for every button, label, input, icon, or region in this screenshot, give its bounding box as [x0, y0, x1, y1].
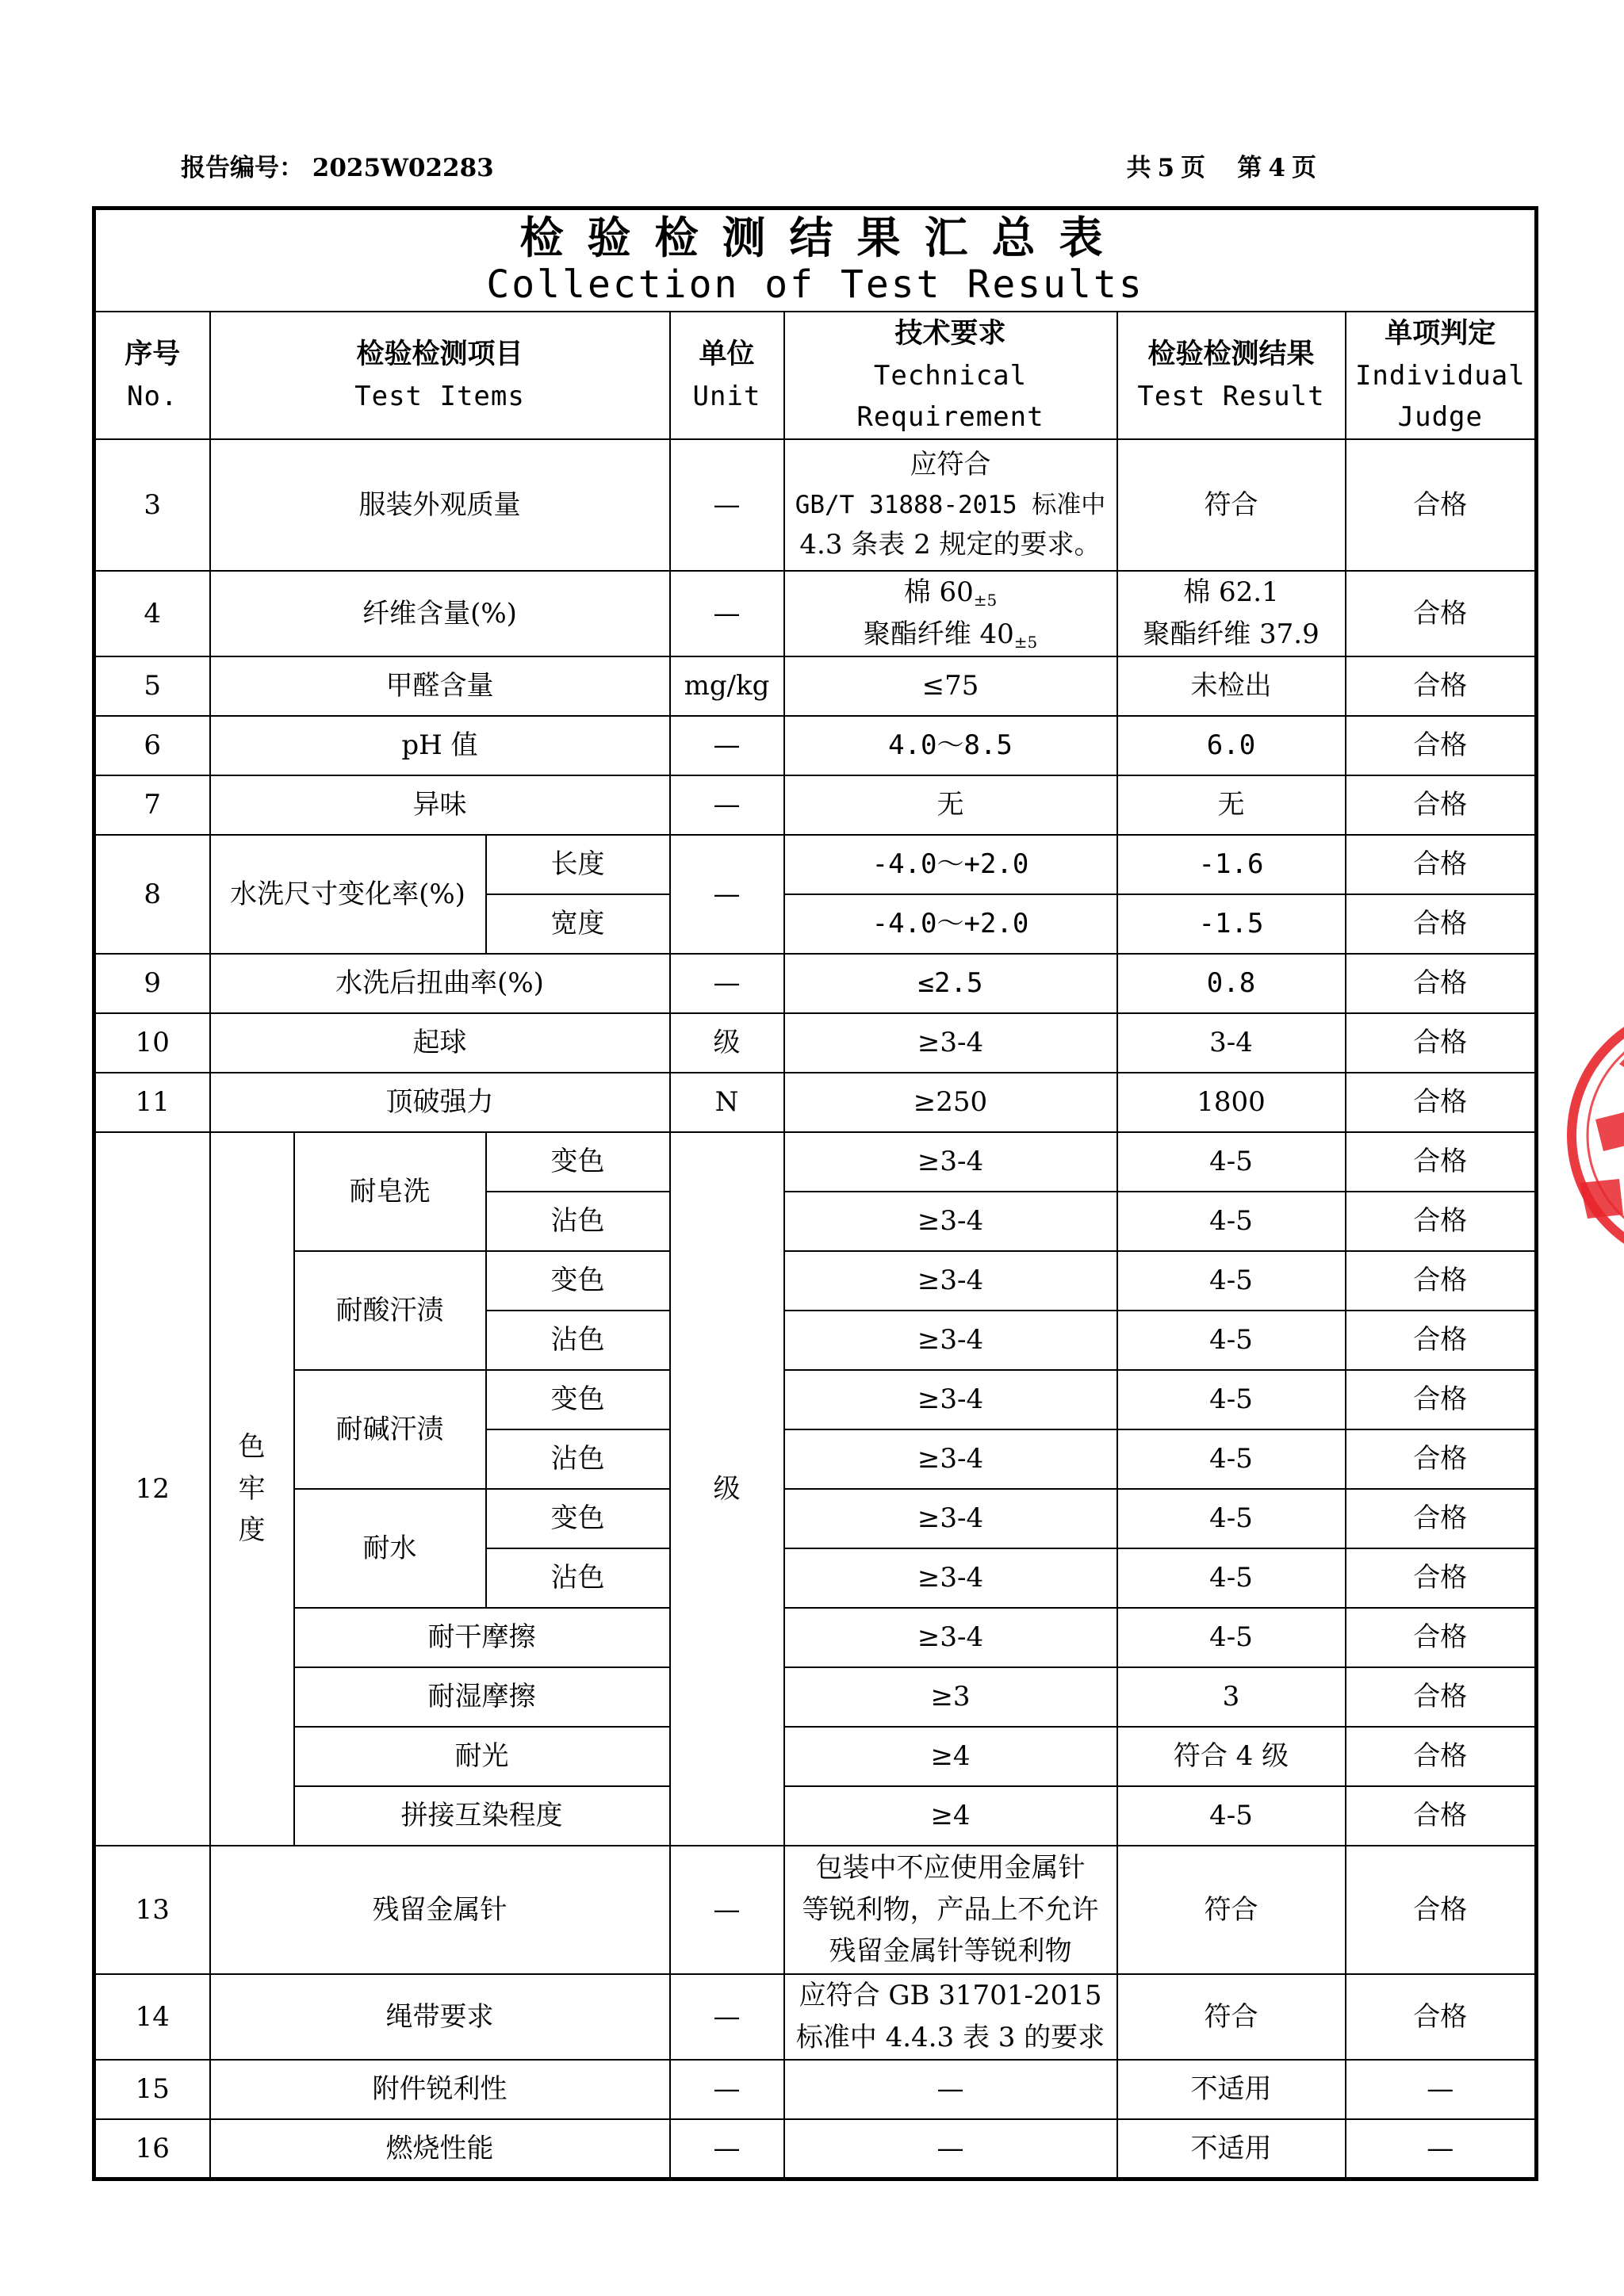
table-cell: 9 [94, 954, 210, 1013]
table-row [94, 716, 1537, 775]
table-cell: 起球 [210, 1013, 670, 1073]
table-cell: 符合 [1117, 1974, 1346, 2060]
table-cell: 4-5 [1117, 1132, 1346, 1192]
column-header-row [94, 312, 1537, 440]
table-cell: — [784, 2119, 1117, 2179]
table-cell: 级 [670, 1132, 784, 1846]
table-cell: — [670, 1846, 784, 1974]
table-cell: 6 [94, 716, 210, 775]
table-cell: — [670, 2119, 784, 2179]
table-cell: — [784, 2060, 1117, 2119]
table-row [94, 1974, 1537, 2060]
table-cell: 耐干摩擦 [294, 1608, 670, 1667]
table-cell: 合格 [1346, 1013, 1537, 1073]
table-cell: 3-4 [1117, 1013, 1346, 1073]
table-cell: 棉 62.1 聚酯纤维 37.9 [1117, 571, 1346, 656]
table-cell: 不适用 [1117, 2119, 1346, 2179]
table-cell: ≥3 [784, 1667, 1117, 1727]
table-cell: 应符合 GB 31701-2015 标准中 4.4.3 表 3 的要求 [784, 1974, 1117, 2060]
table-row [94, 1489, 1537, 1548]
table-row [94, 1846, 1537, 1974]
table-row [94, 1786, 1537, 1846]
table-cell: 16 [94, 2119, 210, 2179]
table-cell: 合格 [1346, 1974, 1537, 2060]
table-cell: — [670, 954, 784, 1013]
table-cell: 15 [94, 2060, 210, 2119]
table-cell: 无 [1117, 775, 1346, 835]
table-cell: 符合 [1117, 1846, 1346, 1974]
table-cell: 甲醛含量 [210, 656, 670, 716]
header-judge: 单项判定 Individual Judge [1346, 312, 1537, 440]
table-cell: ≥3-4 [784, 1608, 1117, 1667]
page-info: 共 5 页 第 4 页 [1126, 154, 1316, 182]
table-cell: — [670, 1974, 784, 2060]
table-cell: 沾色 [486, 1192, 670, 1251]
table-row [94, 835, 1537, 894]
table-cell: 5 [94, 656, 210, 716]
table-cell: 变色 [486, 1132, 670, 1192]
table-row [94, 1132, 1537, 1192]
table-cell: 6.0 [1117, 716, 1346, 775]
table-cell: 水洗尺寸变化率(%) [210, 835, 486, 954]
table-row [94, 2119, 1537, 2179]
report-number: 报告编号： 2025W02283 [181, 154, 494, 182]
test-results-table [92, 206, 1538, 2181]
table-row [94, 1251, 1537, 1311]
table-cell: ≥3-4 [784, 1489, 1117, 1548]
table-cell: -1.6 [1117, 835, 1346, 894]
table-row [94, 2060, 1537, 2119]
table-row [94, 1608, 1537, 1667]
seal-stamp-icon [1564, 1001, 1624, 1270]
header-unit: 单位 Unit [670, 312, 784, 440]
table-cell: 符合 4 级 [1117, 1727, 1346, 1786]
table-cell: 服装外观质量 [210, 439, 670, 571]
table-cell: 合格 [1346, 1727, 1537, 1786]
table-title: 检验检测结果汇总表 Collection of Test Results [94, 209, 1537, 312]
table-cell: 合格 [1346, 954, 1537, 1013]
table-cell: 包装中不应使用金属针 等锐利物，产品上不允许 残留金属针等锐利物 [784, 1846, 1117, 1974]
table-row [94, 954, 1537, 1013]
table-cell: 变色 [486, 1251, 670, 1311]
table-cell: 残留金属针 [210, 1846, 670, 1974]
table-cell: 合格 [1346, 1370, 1537, 1429]
table-cell: 不适用 [1117, 2060, 1346, 2119]
table-cell: — [670, 571, 784, 656]
table-cell: — [1346, 2060, 1537, 2119]
table-cell: 合格 [1346, 1073, 1537, 1132]
table-cell: 沾色 [486, 1548, 670, 1608]
table-cell: 合格 [1346, 1846, 1537, 1974]
table-cell: 合格 [1346, 716, 1537, 775]
table-cell: 合格 [1346, 1489, 1537, 1548]
table-cell: — [1346, 2119, 1537, 2179]
table-cell: 4-5 [1117, 1370, 1346, 1429]
table-row [94, 1370, 1537, 1429]
table-cell: -1.5 [1117, 894, 1346, 954]
table-cell: 4-5 [1117, 1192, 1346, 1251]
table-cell: 耐湿摩擦 [294, 1667, 670, 1727]
table-cell: ≥3-4 [784, 1429, 1117, 1489]
table-cell: 4 [94, 571, 210, 656]
table-cell: 8 [94, 835, 210, 954]
table-row [94, 1013, 1537, 1073]
table-cell: ≤2.5 [784, 954, 1117, 1013]
table-cell: 0.8 [1117, 954, 1346, 1013]
table-cell: ≥3-4 [784, 1132, 1117, 1192]
table-row [94, 1667, 1537, 1727]
color-fastness-label: 色 牢 度 [210, 1132, 294, 1846]
table-cell: 4-5 [1117, 1311, 1346, 1370]
header-requirement: 技术要求 Technical Requirement [784, 312, 1117, 440]
table-cell: 合格 [1346, 571, 1537, 656]
table-cell: 合格 [1346, 1667, 1537, 1727]
table-row [94, 439, 1537, 571]
table-row [94, 1727, 1537, 1786]
table-cell: 异味 [210, 775, 670, 835]
table-cell: mg/kg [670, 656, 784, 716]
table-cell: 合格 [1346, 1132, 1537, 1192]
table-cell: 拼接互染程度 [294, 1786, 670, 1846]
table-cell: 合格 [1346, 894, 1537, 954]
table-cell: pH 值 [210, 716, 670, 775]
table-cell: 4-5 [1117, 1251, 1346, 1311]
table-cell: 绳带要求 [210, 1974, 670, 2060]
table-cell: 棉 $60_{\pm 5}$ 聚酯纤维 $40_{\pm 5}$ [784, 571, 1117, 656]
table-cell: — [670, 716, 784, 775]
table-cell: — [670, 2060, 784, 2119]
table-cell: ≤75 [784, 656, 1117, 716]
table-cell: ≥4 [784, 1786, 1117, 1846]
table-cell: — [670, 775, 784, 835]
table-cell: 应符合 GB/T 31888-2015 标准中 4.3 条表 2 规定的要求。 [784, 439, 1117, 571]
header-items: 检验检测项目 Test Items [210, 312, 670, 440]
table-cell: 1800 [1117, 1073, 1346, 1132]
table-cell: 长度 [486, 835, 670, 894]
table-cell: ≥250 [784, 1073, 1117, 1132]
table-cell: ≥3-4 [784, 1013, 1117, 1073]
table-cell: 合格 [1346, 1251, 1537, 1311]
table-cell: 未检出 [1117, 656, 1346, 716]
table-cell: — [670, 835, 784, 954]
table-cell: 10 [94, 1013, 210, 1073]
table-cell: 符合 [1117, 439, 1346, 571]
table-cell: ≥3-4 [784, 1192, 1117, 1251]
table-cell: N [670, 1073, 784, 1132]
table-cell: 沾色 [486, 1311, 670, 1370]
table-cell: 14 [94, 1974, 210, 2060]
table-cell: 合格 [1346, 439, 1537, 571]
table-cell: 13 [94, 1846, 210, 1974]
table-cell: ≥4 [784, 1727, 1117, 1786]
table-cell: 7 [94, 775, 210, 835]
table-cell: 顶破强力 [210, 1073, 670, 1132]
table-cell: 4-5 [1117, 1429, 1346, 1489]
table-cell: -4.0～+2.0 [784, 835, 1117, 894]
table-cell: ≥3-4 [784, 1251, 1117, 1311]
table-cell: 耐碱汗渍 [294, 1370, 486, 1489]
table-cell: ≥3-4 [784, 1548, 1117, 1608]
table-cell: 合格 [1346, 1429, 1537, 1489]
table-row [94, 775, 1537, 835]
table-cell: 无 [784, 775, 1117, 835]
table-cell: 4.0～8.5 [784, 716, 1117, 775]
table-cell: 11 [94, 1073, 210, 1132]
table-cell: 3 [94, 439, 210, 571]
table-cell: 12 [94, 1132, 210, 1846]
table-cell: 变色 [486, 1489, 670, 1548]
table-cell: -4.0～+2.0 [784, 894, 1117, 954]
table-cell: 合格 [1346, 1192, 1537, 1251]
table-cell: ≥3-4 [784, 1370, 1117, 1429]
table-row [94, 571, 1537, 656]
table-cell: 合格 [1346, 835, 1537, 894]
table-cell: 级 [670, 1013, 784, 1073]
table-cell: 合格 [1346, 1608, 1537, 1667]
table-cell: 合格 [1346, 1548, 1537, 1608]
table-cell: 纤维含量(%) [210, 571, 670, 656]
table-cell: 耐水 [294, 1489, 486, 1608]
table-cell: 变色 [486, 1370, 670, 1429]
table-cell: 水洗后扭曲率(%) [210, 954, 670, 1013]
header-no: 序号 No. [94, 312, 210, 440]
table-row [94, 656, 1537, 716]
table-cell: 3 [1117, 1667, 1346, 1727]
table-cell: 4-5 [1117, 1786, 1346, 1846]
table-row [94, 1073, 1537, 1132]
table-cell: 耐皂洗 [294, 1132, 486, 1251]
table-cell: 合格 [1346, 1311, 1537, 1370]
header-result: 检验检测结果 Test Result [1117, 312, 1346, 440]
table-cell: 合格 [1346, 656, 1537, 716]
table-cell: 4-5 [1117, 1608, 1346, 1667]
table-cell: ≥3-4 [784, 1311, 1117, 1370]
table-cell: 附件锐利性 [210, 2060, 670, 2119]
table-cell: 耐酸汗渍 [294, 1251, 486, 1370]
table-cell: 沾色 [486, 1429, 670, 1489]
table-cell: 4-5 [1117, 1548, 1346, 1608]
table-cell: 燃烧性能 [210, 2119, 670, 2179]
table-cell: 耐光 [294, 1727, 670, 1786]
table-cell: 4-5 [1117, 1489, 1346, 1548]
table-cell: — [670, 439, 784, 571]
table-cell: 宽度 [486, 894, 670, 954]
table-cell: 合格 [1346, 775, 1537, 835]
table-cell: 合格 [1346, 1786, 1537, 1846]
